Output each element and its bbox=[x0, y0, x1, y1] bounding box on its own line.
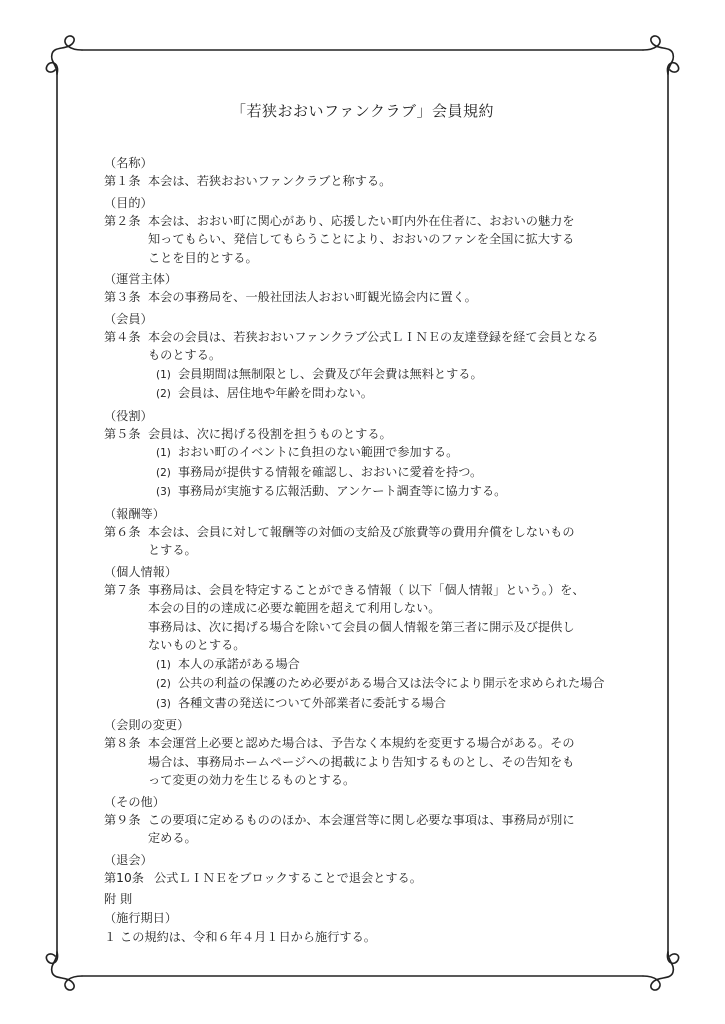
item-text: 各種文書の発送について外部業者に委託する場合 bbox=[178, 695, 446, 710]
article-text bbox=[148, 288, 634, 307]
list-item bbox=[156, 463, 634, 483]
article-heading: （運営主体） bbox=[104, 272, 178, 286]
article-text bbox=[148, 172, 634, 191]
corner-ornament-top-left bbox=[46, 36, 82, 74]
article-row bbox=[104, 523, 634, 560]
article-1 bbox=[104, 154, 634, 191]
document-title: 「若狭おおいファンクラブ」会員規約 bbox=[231, 102, 494, 120]
corner-ornament-top-right bbox=[643, 36, 679, 74]
article-row bbox=[104, 734, 634, 790]
list-item bbox=[156, 482, 634, 502]
item-number: (2) bbox=[156, 388, 171, 400]
supplementary-heading: 附 則 bbox=[104, 892, 133, 906]
article-7 bbox=[104, 563, 634, 714]
article-line: 本会の目的の達成に必要な範囲を超えて利用しない。 bbox=[148, 601, 441, 615]
list-item bbox=[156, 655, 634, 675]
article-text bbox=[154, 869, 634, 888]
item-text: 本人の承諾がある場合 bbox=[178, 656, 300, 671]
item-number: (2) bbox=[156, 678, 171, 690]
corner-ornament-bottom-right bbox=[643, 952, 679, 990]
article-number: 第７条 bbox=[104, 582, 141, 597]
article-line: 本会の会員は、若狭おおいファンクラブ公式ＬＩＮＥの友達登録を経て会員となる bbox=[148, 329, 599, 344]
item-number: (1) bbox=[156, 658, 171, 671]
article-heading: （名称） bbox=[104, 156, 153, 170]
article-line: ことを目的とする。 bbox=[148, 250, 258, 265]
rules-body bbox=[104, 154, 634, 947]
article-text bbox=[148, 425, 634, 502]
article-line: 知ってもらい、発信してもらうことにより、おおいのファンを全国に拡大する bbox=[148, 232, 575, 246]
article-row bbox=[104, 212, 634, 268]
corner-ornament-bottom-left bbox=[46, 952, 82, 990]
article-number: 第10条 bbox=[104, 870, 144, 885]
item-text: 公共の利益の保護のため必要がある場合又は法令により開示を求められた場合 bbox=[178, 676, 605, 690]
article-line: って変更の効力を生じるものとする。 bbox=[148, 773, 356, 787]
article-line: 事務局は、会員を特定することができる情報（ 以下「個人情報」という。）を、 bbox=[148, 582, 585, 597]
article-2 bbox=[104, 194, 634, 268]
item-text: 会員は、居住地や年齢を問わない。 bbox=[178, 386, 373, 400]
article-8 bbox=[104, 716, 634, 790]
article-3 bbox=[104, 270, 634, 307]
item-text: 会員期間は無制限とし、会費及び年会費は無料とする。 bbox=[178, 366, 483, 381]
article-text bbox=[148, 328, 634, 404]
article-items bbox=[148, 365, 634, 404]
supplementary-clause: １ この規約は、令和６年４月１日から施行する。 bbox=[104, 930, 376, 944]
article-text bbox=[148, 811, 634, 848]
article-row bbox=[104, 425, 634, 502]
item-number: (2) bbox=[156, 466, 171, 479]
article-items bbox=[148, 655, 634, 714]
supplementary-subheading: （施行期日） bbox=[104, 911, 178, 925]
article-row bbox=[104, 581, 634, 714]
article-line: 本会は、おおい町に関心があり、応援したい町内外在住者に、おおいの魅力を bbox=[148, 213, 575, 228]
article-line: 場合は、事務局ホームページへの掲載により告知するものとし、その告知をも bbox=[148, 754, 575, 769]
article-line: ないものとする。 bbox=[148, 638, 246, 652]
article-number: 第１条 bbox=[104, 174, 141, 188]
article-row bbox=[104, 869, 634, 888]
article-heading: （会則の変更） bbox=[104, 718, 190, 732]
article-10 bbox=[104, 851, 634, 888]
article-line: 事務局は、次に掲げる場合を除いて会員の個人情報を第三者に開示及び提供し bbox=[148, 619, 575, 634]
article-line: 本会は、会員に対して報酬等の対価の支給及び旅費等の費用弁償をしないもの bbox=[148, 524, 575, 539]
article-heading: （目的） bbox=[104, 195, 153, 210]
item-text: おおい町のイベントに負担のない範囲で参加する。 bbox=[178, 445, 459, 459]
article-line: 本会の事務局を、一般社団法人おおい町観光協会内に置く。 bbox=[148, 290, 477, 304]
list-item bbox=[156, 674, 634, 694]
article-number: 第６条 bbox=[104, 524, 141, 539]
article-row bbox=[104, 811, 634, 848]
item-number: (3) bbox=[156, 697, 171, 710]
article-items bbox=[148, 443, 634, 502]
article-line: 公式ＬＩＮＥをブロックすることで退会とする。 bbox=[154, 870, 422, 885]
list-item bbox=[156, 384, 634, 404]
item-number: (3) bbox=[156, 486, 171, 498]
article-heading: （報酬等） bbox=[104, 506, 165, 521]
article-text bbox=[148, 734, 634, 790]
list-item bbox=[156, 443, 634, 463]
article-5 bbox=[104, 407, 634, 502]
article-9 bbox=[104, 793, 634, 848]
article-heading: （その他） bbox=[104, 794, 165, 809]
article-heading: （個人情報） bbox=[104, 564, 178, 579]
article-line: 定める。 bbox=[148, 831, 197, 845]
article-row bbox=[104, 172, 634, 191]
article-4 bbox=[104, 310, 634, 404]
item-number: (1) bbox=[156, 368, 171, 381]
article-line: ものとする。 bbox=[148, 348, 222, 362]
article-text bbox=[148, 523, 634, 560]
item-text: 事務局が提供する情報を確認し、おおいに愛着を持つ。 bbox=[178, 464, 483, 479]
article-number: 第５条 bbox=[104, 426, 141, 441]
list-item bbox=[156, 694, 634, 714]
article-line: とする。 bbox=[148, 543, 197, 557]
article-number: 第２条 bbox=[104, 213, 141, 228]
article-line: 本会運営上必要と認めた場合は、予告なく本規約を変更する場合がある。その bbox=[148, 736, 575, 750]
article-heading: （会員） bbox=[104, 311, 153, 326]
article-number: 第９条 bbox=[104, 812, 141, 827]
article-6 bbox=[104, 505, 634, 560]
article-heading: （役割） bbox=[104, 408, 153, 423]
item-number: (1) bbox=[156, 447, 171, 459]
article-number: 第８条 bbox=[104, 736, 141, 750]
article-text bbox=[148, 212, 634, 268]
article-line: この要項に定めるもののほか、本会運営等に関し必要な事項は、事務局が別に bbox=[148, 812, 575, 827]
list-item bbox=[156, 365, 634, 385]
article-number: 第４条 bbox=[104, 329, 141, 344]
article-number: 第３条 bbox=[104, 290, 141, 304]
article-row bbox=[104, 328, 634, 404]
item-text: 事務局が実施する広報活動、アンケート調査等に協力する。 bbox=[178, 484, 507, 498]
article-heading: （退会） bbox=[104, 852, 153, 867]
article-line: 会員は、次に掲げる役割を担うものとする。 bbox=[148, 426, 392, 441]
article-line: 本会は、若狭おおいファンクラブと称する。 bbox=[148, 174, 392, 188]
article-row bbox=[104, 288, 634, 307]
article-text bbox=[148, 581, 634, 714]
